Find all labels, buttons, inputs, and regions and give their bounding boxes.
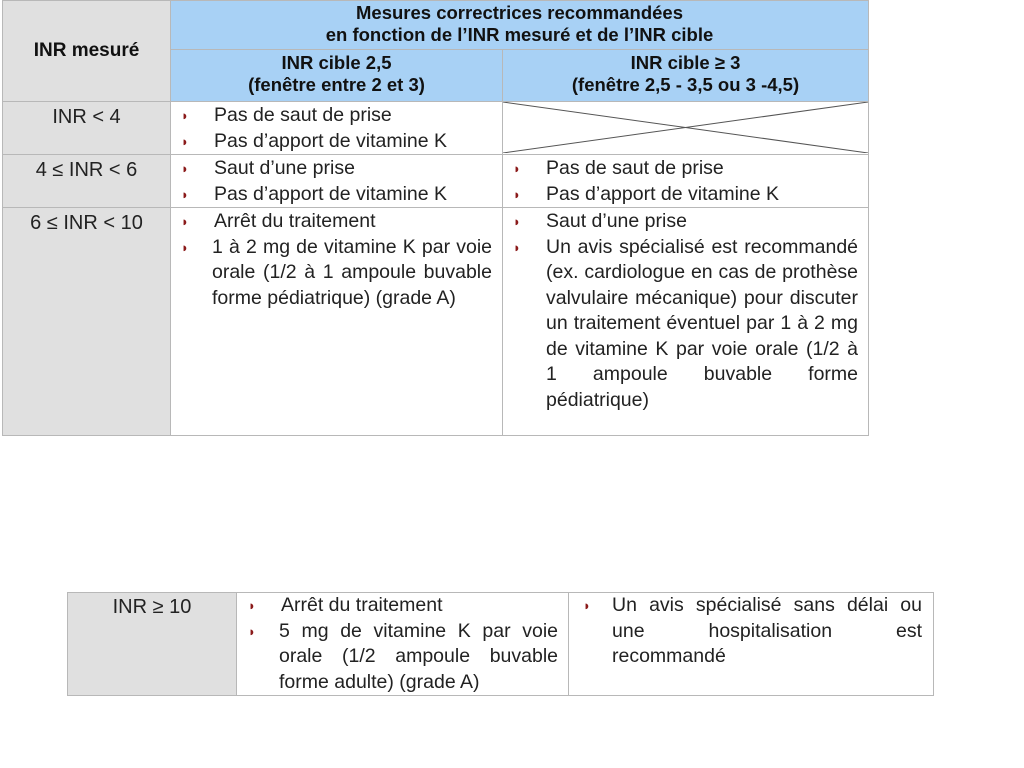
red-pointer-bullet-icon: ◗	[513, 161, 521, 176]
header-inr-mesure: INR mesuré	[3, 1, 171, 102]
bullet-list	[513, 209, 858, 413]
list-item: ◗ Pas de saut de prise	[513, 156, 858, 182]
bullet-list	[181, 209, 492, 311]
red-pointer-bullet-icon: ◗	[513, 214, 521, 229]
bullet-list	[248, 593, 558, 695]
inr-main-table	[2, 0, 869, 436]
list-item: ◗ Arrêt du traitement	[181, 209, 492, 235]
row-inr-4to6-cible1	[171, 155, 503, 208]
row-inr-ge10-cible2	[569, 593, 934, 696]
cross-out-icon	[503, 102, 868, 153]
header-cible-1	[171, 50, 503, 102]
row-inr-lt4-cible2-crossed-out	[503, 102, 869, 155]
list-item: ◗ Pas d’apport de vitamine K	[181, 129, 494, 155]
row-inr-ge10-label: INR ≥ 10	[68, 593, 237, 696]
row-inr-4to6-cible2	[503, 155, 869, 208]
row-inr-6to10-label: 6 ≤ INR < 10	[3, 208, 171, 436]
row-inr-6to10-cible2	[503, 208, 869, 436]
red-pointer-bullet-icon: ◗	[181, 186, 189, 202]
red-pointer-bullet-icon: ◗	[181, 214, 189, 229]
list-item: ◗ Pas d’apport de vitamine K	[513, 182, 858, 208]
header-cible-1-line1: INR cible 2,5	[281, 52, 392, 73]
red-pointer-bullet-icon: ◗	[248, 598, 256, 613]
header-cible-2-line1: INR cible ≥ 3	[630, 52, 741, 73]
row-inr-4to6-label: 4 ≤ INR < 6	[3, 155, 171, 208]
bullet-list	[513, 156, 858, 207]
header-mesures-correctrices	[171, 1, 869, 50]
list-item: ◗ Pas d’apport de vitamine K	[181, 182, 494, 208]
list-item: ◗ Arrêt du traitement	[248, 593, 558, 619]
bullet-list	[181, 103, 494, 154]
row-inr-6to10-cible1	[171, 208, 503, 436]
bullet-list	[583, 593, 922, 670]
red-pointer-bullet-icon: ◗	[181, 239, 189, 255]
row-inr-ge10-cible1	[237, 593, 569, 696]
red-pointer-bullet-icon: ◗	[513, 186, 521, 202]
list-item: ◗ Saut d’une prise	[181, 156, 494, 182]
red-pointer-bullet-icon: ◗	[181, 161, 189, 176]
red-pointer-bullet-icon: ◗	[248, 623, 256, 639]
red-pointer-bullet-icon: ◗	[181, 133, 189, 149]
list-item: ◗ 5 mg de vitamine K par voie orale (1/2 ampoule buvable forme adulte) (grade A)	[248, 619, 558, 693]
header-cible-2-line2: (fenêtre 2,5 - 3,5 ou 3 -4,5)	[571, 74, 800, 95]
red-pointer-bullet-icon: ◗	[513, 239, 521, 255]
row-inr-lt4-label: INR < 4	[3, 102, 171, 155]
header-cible-2	[503, 50, 869, 102]
header-cible-1-line2: (fenêtre entre 2 et 3)	[248, 74, 425, 95]
list-item: ◗ Un avis spécialisé sans délai ou une hospitalisation est recommandé	[583, 594, 922, 667]
red-pointer-bullet-icon: ◗	[181, 108, 189, 123]
list-item: ◗ Saut d’une prise	[513, 209, 858, 235]
inr-ge10-table	[67, 592, 934, 696]
bullet-list	[181, 156, 494, 207]
list-item: ◗ Pas de saut de prise	[181, 103, 494, 129]
header-mesures-line1: Mesures correctrices recommandées	[356, 2, 684, 23]
red-pointer-bullet-icon: ◗	[583, 598, 591, 613]
header-mesures-line2: en fonction de l’INR mesuré et de l’INR cible	[325, 24, 714, 45]
list-item: ◗ Un avis spécialisé est recommandé (ex. cardiologue en cas de prothèse valvulaire mécanique) pour discuter un traitement éventuel par 1 à 2 mg de vitamine K par voie orale (1/2 à 1 ampoule buvable forme pédiatrique)	[513, 235, 859, 411]
row-inr-lt4-cible1	[171, 102, 503, 155]
list-item: ◗ 1 à 2 mg de vitamine K par voie orale (1/2 à 1 ampoule buvable forme pédiatrique) (grade A)	[181, 235, 492, 309]
